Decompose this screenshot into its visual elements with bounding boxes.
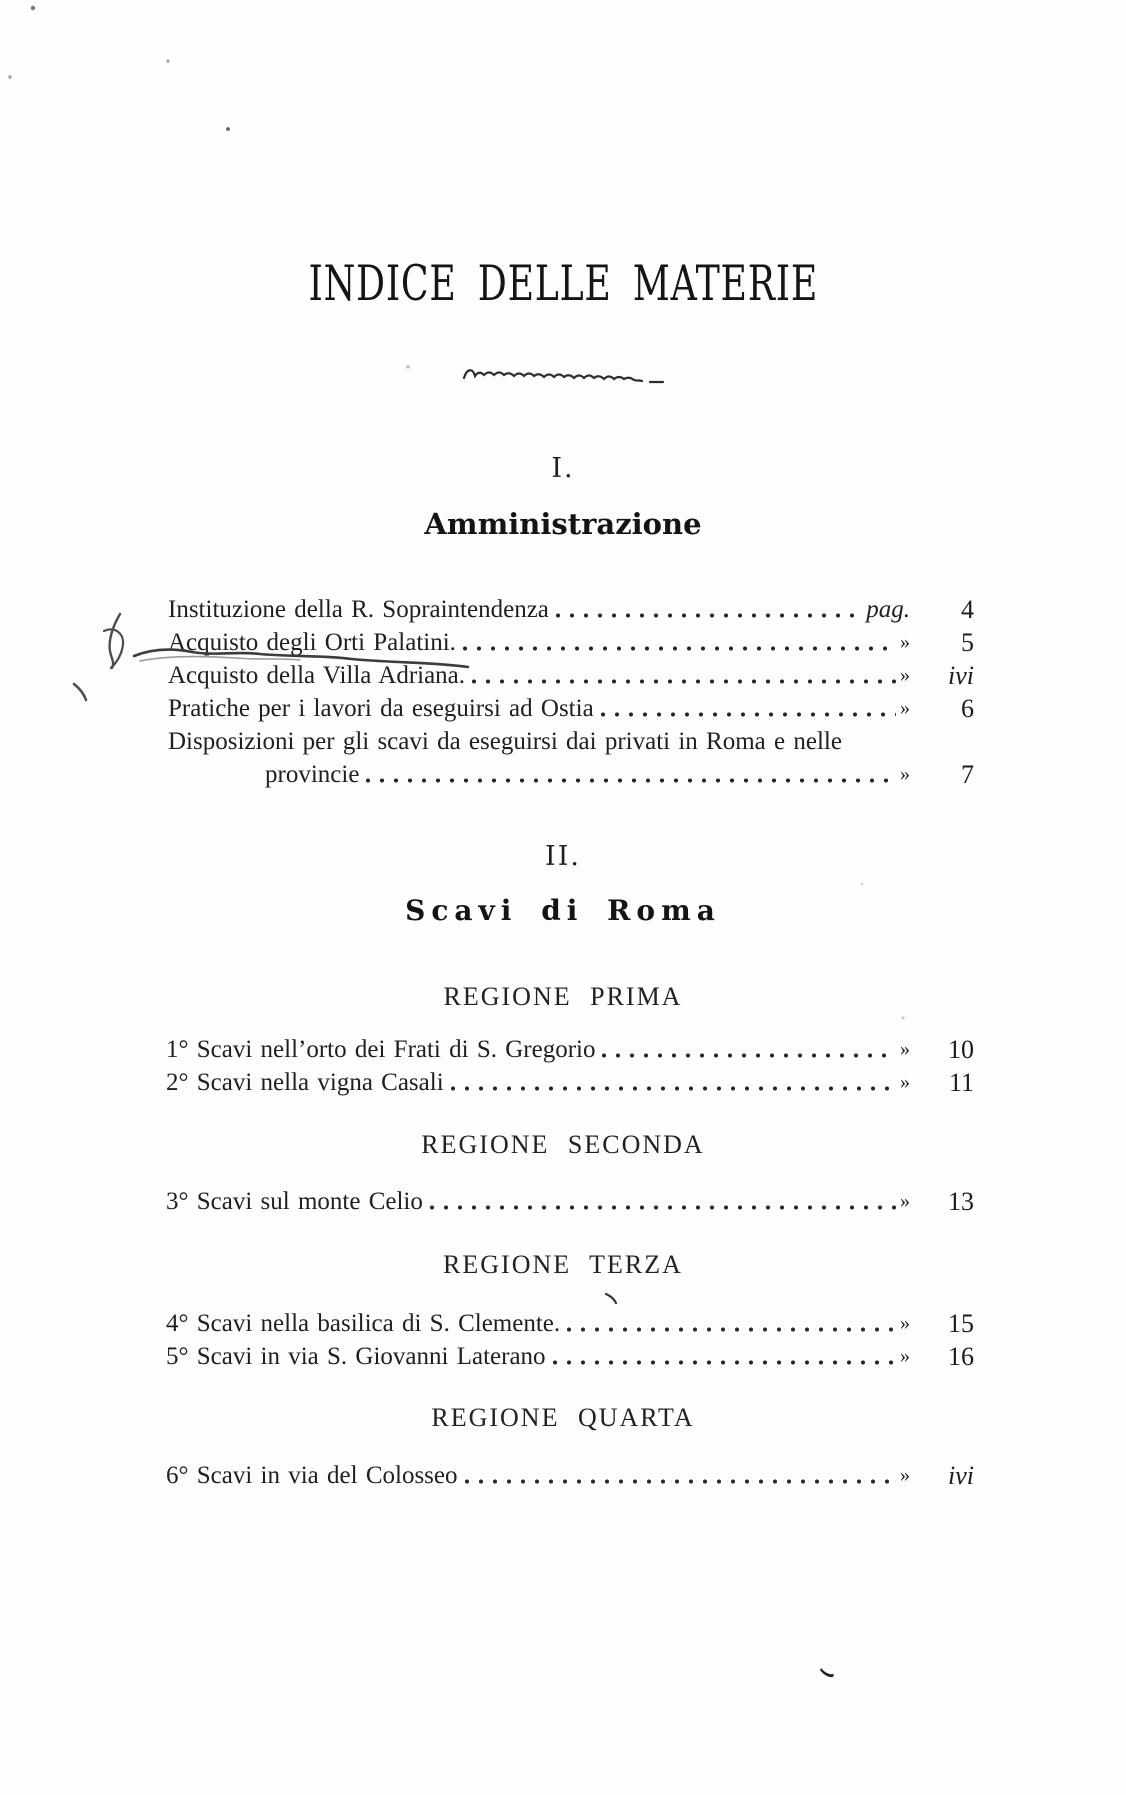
toc-entry [166,1184,974,1217]
page-ref: » [900,1190,910,1212]
page-number: 7 [961,760,974,789]
section1-entries [168,592,974,790]
dot-leader [552,1360,896,1365]
dot-leader [464,1479,897,1484]
region2-entries [166,1184,974,1217]
entry-text: 4° Scavi nella basilica di S. Clemente. [166,1310,561,1337]
dust-speck [406,365,409,368]
pencil-clemente-tick [606,1294,616,1303]
page-title-wrap [0,256,1126,312]
page-ref: » [900,1312,910,1334]
squiggle-line [464,370,642,381]
page-number: 11 [948,1068,974,1097]
dust-speck [166,59,169,62]
section2-heading-line [0,893,1126,929]
toc-entry [166,1065,974,1098]
toc-entry [168,625,974,658]
page-ref: » [900,1038,910,1060]
region4-heading-line [0,1403,1126,1433]
toc-entry [166,1306,974,1339]
dust-speck [31,6,35,10]
page-ref: » [900,664,910,686]
dot-leader [600,712,896,717]
dust-speck [861,883,864,886]
page-number: ivi [948,1461,974,1490]
entry-text: 6° Scavi in via del Colosseo [166,1462,458,1489]
page-ref: » [900,763,910,785]
region4-heading: REGIONE QUARTA [431,1403,695,1432]
page-ref: » [900,697,910,719]
page-ref: » [900,1464,910,1486]
toc-entry [168,592,974,625]
dot-leader [450,1086,896,1091]
entry-text: Acquisto della Villa Adriana. [168,662,466,689]
toc-entry [166,1458,974,1491]
dot-leader [365,778,896,783]
entry-text: Acquisto degli Orti Palatini. [168,629,456,656]
toc-entry [168,658,974,691]
page-number: 16 [948,1342,974,1371]
ink-blot-mark [820,1668,834,1677]
pencil-margin-cross-mark [110,614,120,668]
page-ref: » [900,1345,910,1367]
page-number: 10 [948,1035,974,1064]
toc-entry [166,1339,974,1372]
page-number: 15 [948,1309,974,1338]
entry-text: Disposizioni per gli scavi da eseguirsi dai privati in Roma e nelle [168,728,842,755]
dot-leader [462,646,896,651]
section2-numeral: II. [545,841,581,872]
dot-leader [566,1327,896,1332]
region2-heading-line [0,1130,1126,1160]
region3-entries [166,1306,974,1372]
page-ref: pag. [866,596,910,623]
section2-numeral-line [0,840,1126,874]
entry-text: Pratiche per i lavori da eseguirsi ad Ostia [168,695,594,722]
section1-heading: Amministrazione [424,507,702,541]
toc-entry [168,757,974,790]
dust-speck [8,75,11,78]
entry-text: 5° Scavi in via S. Giovanni Laterano [166,1343,546,1370]
section1-heading-line [0,506,1126,542]
pencil-margin-tick-mark [74,684,86,700]
entry-text: 2° Scavi nella vigna Casali [166,1069,444,1096]
region3-heading: REGIONE TERZA [443,1250,683,1279]
toc-entry [168,691,974,724]
region1-heading: REGIONE PRIMA [443,982,683,1011]
page-title: INDICE DELLE MATERIE [308,255,818,312]
section1-numeral: I. [551,453,575,484]
section1-numeral-line [0,452,1126,486]
page-number: 13 [948,1187,974,1216]
dust-speck [226,127,230,131]
dust-speck [901,1016,904,1019]
squiggle-divider [460,362,675,390]
region3-heading-line [0,1250,1126,1280]
toc-entry [168,724,974,757]
page-ref: » [900,631,910,653]
region1-heading-line [0,982,1126,1012]
page-number: 6 [961,694,974,723]
section2-heading: Scavi di Roma [405,894,721,927]
page-number: 4 [961,595,974,624]
entry-text: Instituzione della R. Sopraintendenza [168,596,549,623]
region2-heading: REGIONE SECONDA [421,1130,705,1159]
region4-entries [166,1458,974,1491]
region1-entries [166,1032,974,1098]
dot-leader [471,679,896,684]
pencil-margin-cross-mark [104,629,123,668]
page-number: 5 [961,628,974,657]
page-ref: » [900,1071,910,1093]
dot-leader [429,1205,896,1210]
entry-text: provincie [265,761,360,788]
toc-entry [166,1032,974,1065]
entry-text: 1° Scavi nell’orto dei Frati di S. Gregorio [166,1036,596,1063]
dot-leader [555,613,862,618]
dot-leader [601,1053,896,1058]
page-number: ivi [948,661,974,690]
entry-text: 3° Scavi sul monte Celio [166,1188,423,1215]
